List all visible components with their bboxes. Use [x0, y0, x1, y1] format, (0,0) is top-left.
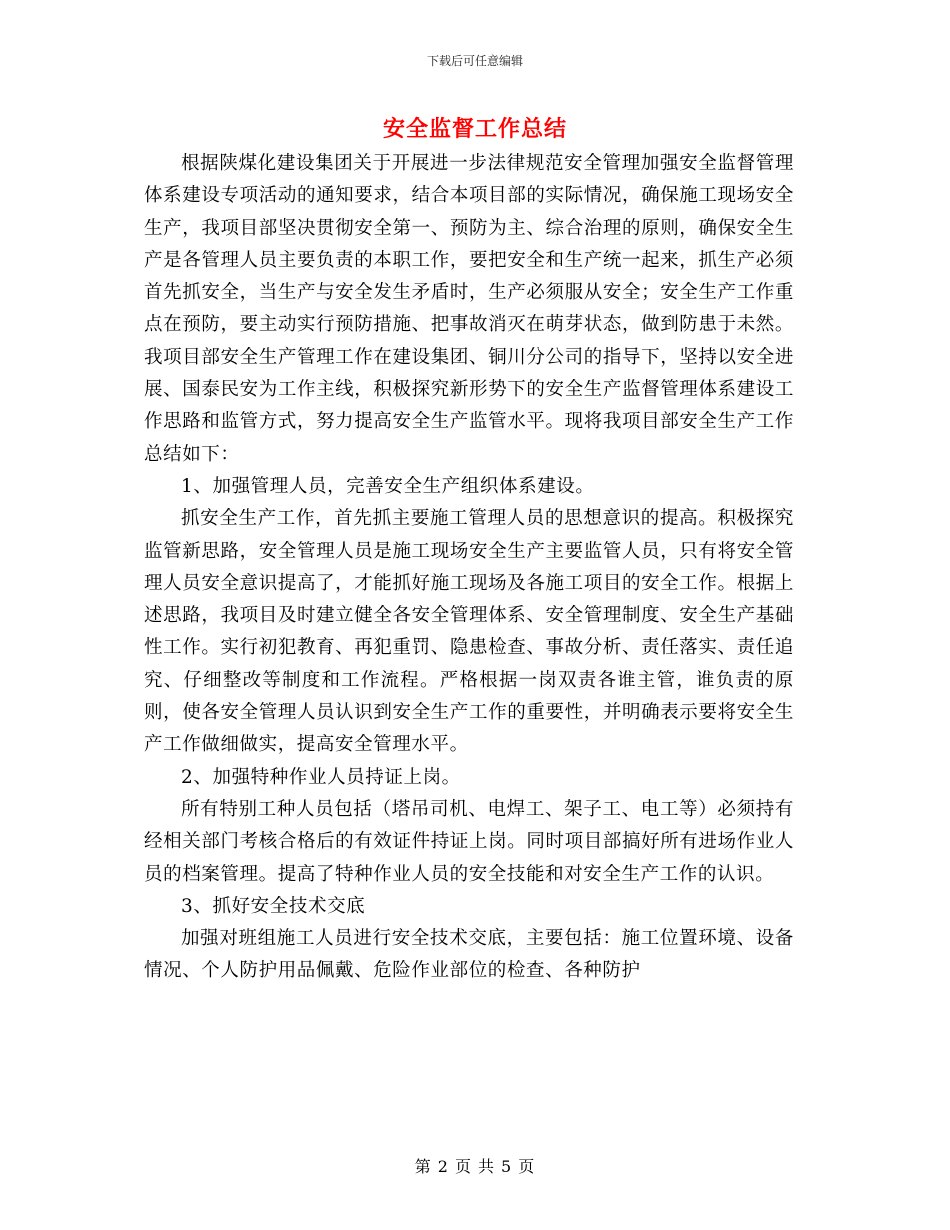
footer-label-di: 第 [414, 1157, 432, 1176]
footer-label-ye: 页 [454, 1157, 472, 1176]
paragraph-section-1: 抓安全生产工作，首先抓主要施工管理人员的思想意识的提高。积极探究监管新思路，安全管理人员是施工现场安全生产主要监管人员，只有将安全管理人员安全意识提高了，才能抓好施工现场及各施工项目的安全工作。根据上述思路，我项目及时建立健全各安全管理体系、安全管理制度、安全生产基础性工作。实行初犯教育、再犯重罚、隐患检查、事故分析、责任落实、责任追究、仔细整改等制度和工作流程。严格根据一岗双责各谁主管，谁负责的原则，使各安全管理人员认识到安全生产工作的重要性，并明确表示要将安全生产工作做细做实，提高安全管理水平。 [144, 508, 794, 756]
page-header-note: 下载后可任意编辑 [426, 54, 523, 68]
page-footer [0, 1154, 950, 1177]
paragraph-section-3: 加强对班组施工人员进行安全技术交底，主要包括：施工位置环境、设备情况、个人防护用品佩戴、危险作业部位的检查、各种防护 [144, 928, 794, 982]
document-body [144, 148, 794, 988]
paragraph-intro: 根据陕煤化建设集团关于开展进一步法律规范安全管理加强安全监督管理体系建设专项活动的通知要求，结合本项目部的实际情况，确保施工现场安全生产，我项目部坚决贯彻安全第一、预防为主、综合治理的原则，确保安全生产是各管理人员主要负责的本职工作，要把安全和生产统一起来，抓生产必须首先抓安全，当生产与安全发生矛盾时，生产必须服从安全；安全生产工作重点在预防，要主动实行预防措施、把事故消灭在萌芽状态，做到防患于未然。我项目部安全生产管理工作在建设集团、铜川分公司的指导下，坚持以安全进展、国泰民安为工作主线，积极探究新形势下的安全生产监督管理体系建设工作思路和监管方式，努力提高安全生产监管水平。现将我项目部安全生产工作总结如下： [144, 153, 794, 465]
current-page-number: 2 [437, 1157, 449, 1176]
section-heading-3: 3、抓好安全技术交底 [181, 895, 366, 917]
total-page-count: 5 [501, 1157, 513, 1176]
section-heading-2: 2、加强特种作业人员持证上岗。 [181, 766, 461, 788]
document-title: 安全监督工作总结 [382, 116, 567, 142]
footer-label-ye-end: 页 [518, 1157, 536, 1176]
paragraph-section-2: 所有特别工种人员包括（塔吊司机、电焊工、架子工、电工等）必须持有经相关部门考核合格后的有效证件持证上岗。同时项目部搞好所有进场作业人员的档案管理。提高了特种作业人员的安全技能和对安全生产工作的认识。 [144, 798, 794, 885]
section-heading-1: 1、加强管理人员，完善安全生产组织体系建设。 [181, 475, 595, 497]
footer-label-gong: 共 [478, 1157, 496, 1176]
